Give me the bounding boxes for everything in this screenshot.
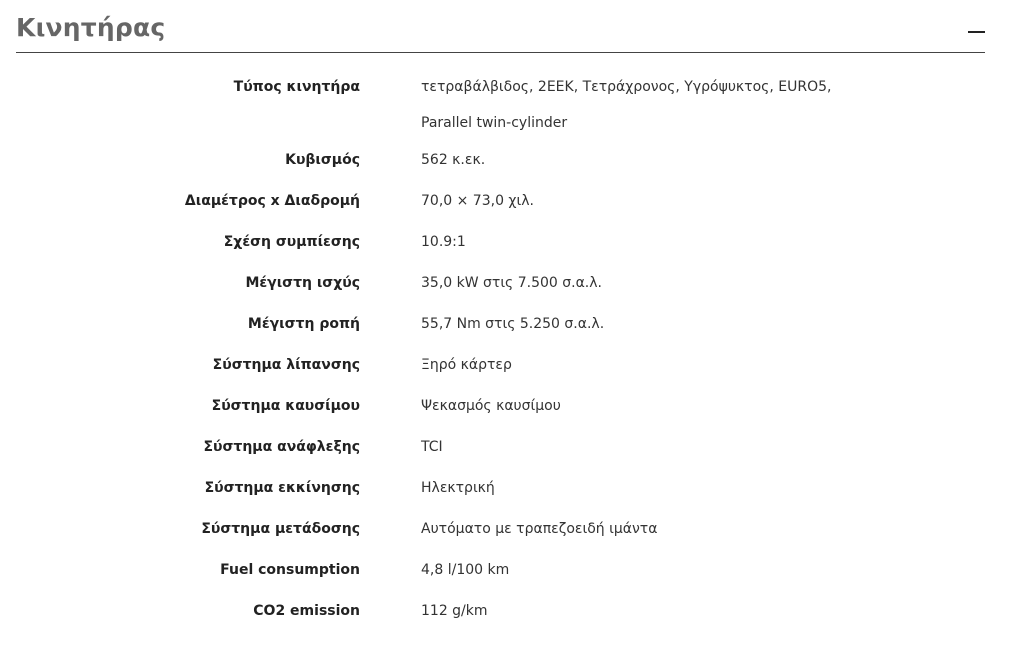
- section-header[interactable]: [16, 0, 985, 53]
- spec-label: Σύστημα μετάδοσης: [201, 521, 360, 537]
- spec-value: Ηλεκτρική: [421, 480, 495, 496]
- spec-value: τετραβάλβιδος, 2ΕΕΚ, Τετράχρονος, Υγρόψυκτος, EURO5, Parallel twin-cylinder: [421, 79, 832, 131]
- spec-row-co2-emission: [0, 593, 1029, 634]
- spec-label: Fuel consumption: [220, 562, 360, 578]
- spec-value: 112 g/km: [421, 603, 488, 619]
- spec-value: Αυτόματο με τραπεζοειδή ιμάντα: [421, 521, 658, 537]
- spec-row-engine-type: [0, 69, 1029, 142]
- spec-value: 70,0 × 73,0 χιλ.: [421, 193, 534, 209]
- spec-value: 10.9:1: [421, 234, 466, 250]
- minus-icon: [968, 31, 985, 33]
- spec-row-transmission: [0, 511, 1029, 552]
- spec-row-max-torque: [0, 306, 1029, 347]
- spec-label: CO2 emission: [253, 603, 360, 619]
- spec-label: Σύστημα καυσίμου: [211, 398, 360, 414]
- spec-label: Τύπος κινητήρα: [233, 79, 360, 95]
- spec-label: Μέγιστη ροπή: [247, 316, 360, 332]
- spec-value: 55,7 Nm στις 5.250 σ.α.λ.: [421, 316, 605, 332]
- spec-value: Ψεκασμός καυσίμου: [421, 398, 561, 414]
- spec-row-bore-stroke: [0, 183, 1029, 224]
- spec-row-fuel-consumption: [0, 552, 1029, 593]
- spec-label: Σύστημα εκκίνησης: [204, 480, 360, 496]
- spec-value: 35,0 kW στις 7.500 σ.α.λ.: [421, 275, 602, 291]
- collapse-button[interactable]: [968, 18, 985, 42]
- spec-row-ignition: [0, 429, 1029, 470]
- spec-list: [0, 69, 1029, 634]
- spec-row-lubrication: [0, 347, 1029, 388]
- spec-value: TCI: [421, 439, 443, 455]
- spec-label: Σχέση συμπίεσης: [223, 234, 360, 250]
- spec-value: 4,8 l/100 km: [421, 562, 510, 578]
- spec-row-max-power: [0, 265, 1029, 306]
- spec-row-fuel-system: [0, 388, 1029, 429]
- spec-label: Σύστημα λίπανσης: [212, 357, 360, 373]
- spec-value: 562 κ.εκ.: [421, 152, 486, 168]
- spec-row-starter: [0, 470, 1029, 511]
- spec-value: Ξηρό κάρτερ: [421, 357, 512, 373]
- spec-row-compression-ratio: [0, 224, 1029, 265]
- spec-label: Μέγιστη ισχύς: [245, 275, 360, 291]
- section-title: Κινητήρας: [16, 13, 166, 42]
- spec-row-displacement: [0, 142, 1029, 183]
- spec-label: Σύστημα ανάφλεξης: [203, 439, 360, 455]
- spec-label: Διαμέτρος x Διαδρομή: [184, 193, 360, 209]
- spec-label: Κυβισμός: [285, 152, 360, 168]
